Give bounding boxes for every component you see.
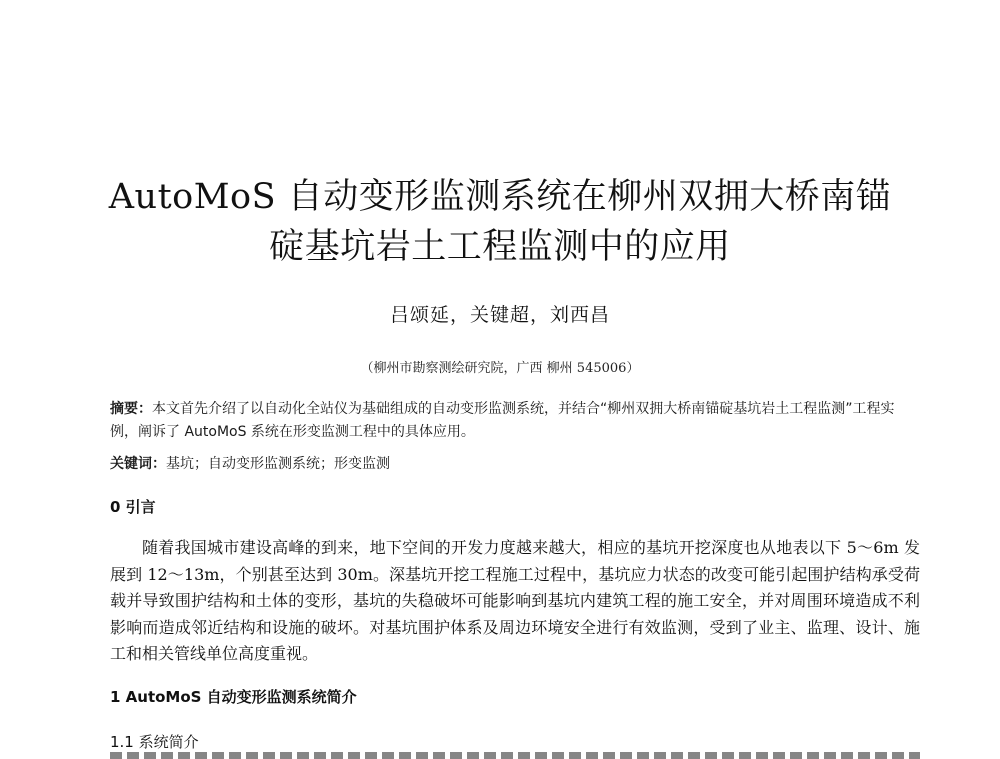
abstract-label: 摘要： [110,401,152,417]
paper-title-line-1: AutoMoS 自动变形监测系统在柳州双拥大桥南锚 [108,177,892,217]
keywords [110,453,920,475]
subsection-heading-system-intro: 1.1 系统简介 [110,733,199,751]
cropped-text-line [110,752,920,759]
keywords-text: 基坑；自动变形监测系统；形变监测 [166,456,390,472]
abstract-text: 本文首先介绍了以自动化全站仪为基础组成的自动变形监测系统，并结合“柳州双拥大桥南锚碇基坑岩土工程监测”工程实例，阐诉了 AutoMoS 系统在形变监测工程中的具体应用。 [110,401,895,440]
abstract [110,398,920,443]
section-heading-introduction: 0 引言 [110,498,156,516]
section-heading-system-overview: 1 AutoMoS 自动变形监测系统简介 [110,688,357,706]
paper-title-line-2: 碇基坑岩土工程监测中的应用 [269,227,731,267]
keywords-label: 关键词： [110,456,166,472]
author-list: 吕颂延，关键超，刘西昌 [389,304,610,326]
introduction-paragraph: 随着我国城市建设高峰的到来，地下空间的开发力度越来越大，相应的基坑开挖深度也从地表以下 5～6m 发展到 12～13m，个别甚至达到 30m。深基坑开挖工程施工过程中，基坑应力状态的改变可能引起围护结构承受荷载并导致围护结构和土体的变形，基坑的失稳破坏可能影响到基坑内建筑工程的施工安全，并对周围环境造成不利影响而造成邻近结构和设施的破坏。对基坑围护体系及周边环境安全进行有效监测，受到了业主、监理、设计、施工和相关管线单位高度重视。 [110,538,920,663]
author-affiliation: （柳州市勘察测绘研究院，广西 柳州 545006） [360,361,640,376]
